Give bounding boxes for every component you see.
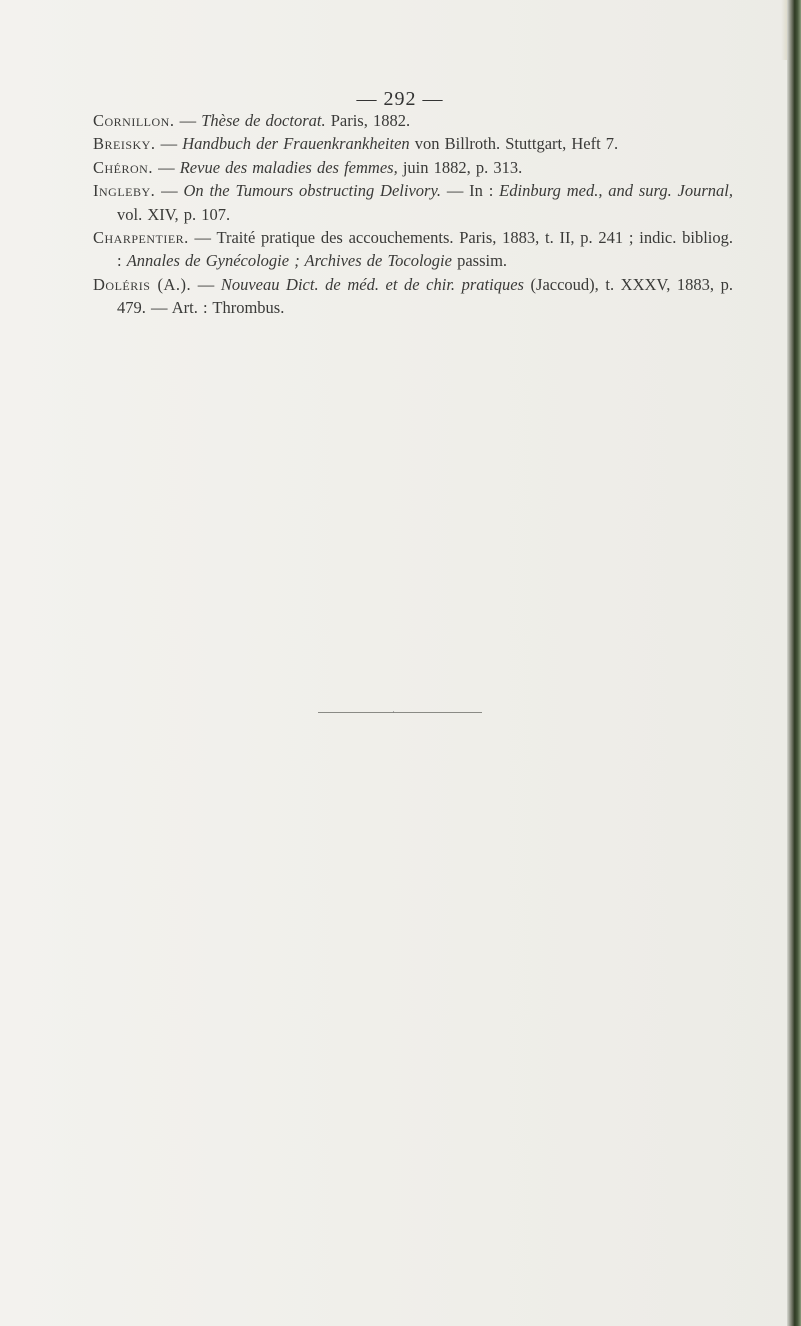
- entry-title: Handbuch der Frauenkrankheiten: [182, 134, 410, 154]
- entry-text: von Billroth. Stuttgart, Heft 7.: [409, 134, 619, 154]
- entry-text: — In :: [441, 181, 500, 201]
- entry-text: (Jaccoud), t. XXXV, 1883, p. 479. — Art. : Thrombus.: [117, 274, 733, 318]
- entry-text: —: [155, 181, 184, 201]
- entry-text: juin 1882, p. 313.: [397, 157, 523, 177]
- bibliography-entry: [93, 226, 733, 273]
- bibliography-entry: [93, 156, 733, 179]
- entry-text: —: [174, 111, 202, 130]
- entry-title: Thèse de doctorat.: [201, 111, 326, 130]
- entry-author: Charpentier.: [93, 228, 189, 248]
- entry-text: — Traité pratique des accouchements. Paris, 1883, t. II, p. 241 ; indic. bibliog. :: [117, 228, 733, 271]
- entry-author: Doléris (A.).: [93, 274, 192, 294]
- entry-text: passim.: [451, 251, 508, 271]
- entry-text: —: [152, 157, 180, 177]
- entry-text: —: [191, 274, 221, 294]
- entry-author: Breisky.: [93, 134, 156, 154]
- entry-title: On the Tumours obstructing Delivory.: [183, 181, 441, 201]
- entry-author: Cornillon.: [93, 111, 175, 130]
- entry-text: vol. XIV, p. 107.: [117, 204, 231, 224]
- bibliography-entry: [93, 109, 733, 132]
- entry-title: Nouveau Dict. de méd. et de chir. pratiques: [220, 274, 524, 294]
- bibliography-entry: [93, 179, 733, 226]
- page-edge-shadow: [787, 0, 801, 1326]
- bibliography-entry: [93, 273, 733, 320]
- section-divider: [318, 712, 482, 713]
- bibliography-entry: [93, 132, 733, 155]
- page-number: — 292 —: [356, 88, 444, 110]
- entry-text: Paris, 1882.: [325, 111, 411, 130]
- entry-author: Chéron.: [93, 157, 153, 177]
- entry-title: Revue des maladies des femmes,: [179, 157, 398, 177]
- bibliography-list: [93, 109, 733, 320]
- divider-ornament: ·: [392, 707, 395, 717]
- entry-text: —: [155, 134, 183, 154]
- entry-title: Edinburg med., and surg. Journal,: [499, 181, 733, 201]
- entry-title: Annales de Gynécologie ; Archives de Tocologie: [126, 251, 452, 271]
- entry-author: Ingleby.: [93, 181, 156, 201]
